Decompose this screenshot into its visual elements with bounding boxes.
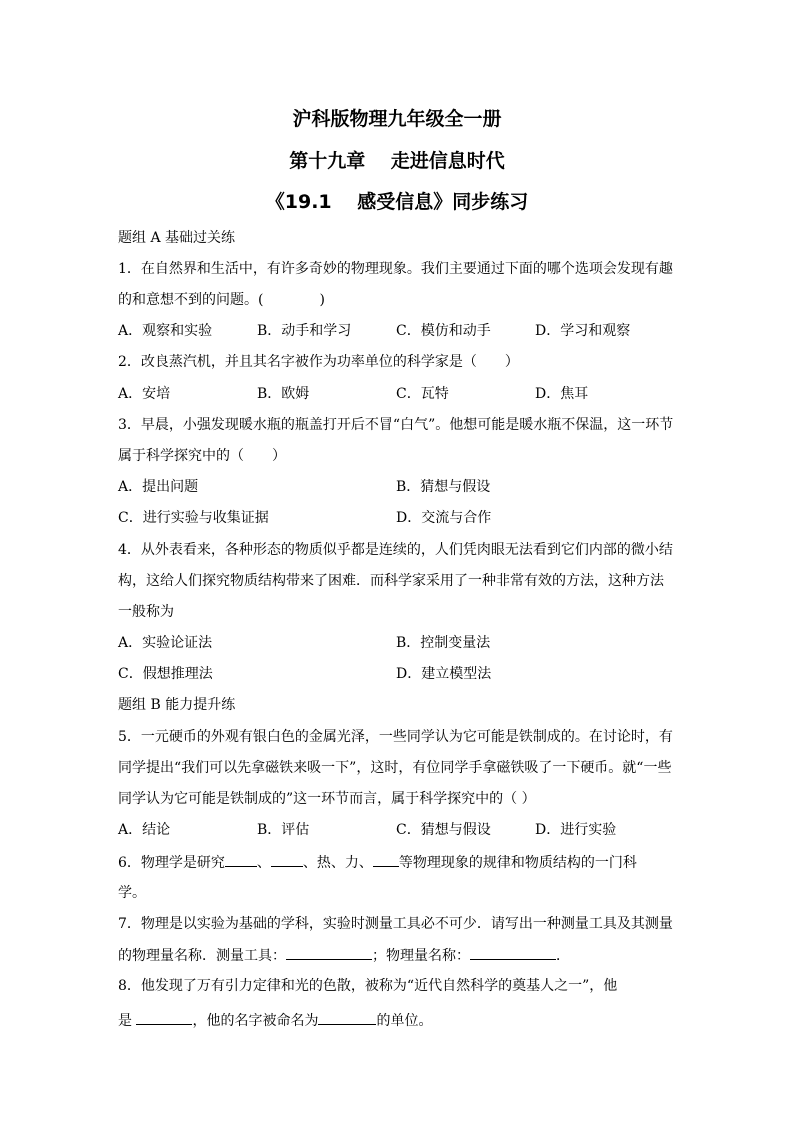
question-3-option-c: C．进行实验与收集证据 — [118, 510, 269, 526]
question-4-option-c: C．假想推理法 — [118, 666, 213, 682]
question-6-line-1 — [118, 852, 678, 873]
question-7-text-2: ；物理量名称： — [372, 948, 470, 964]
question-6-blank-2[interactable] — [271, 852, 303, 867]
question-7-blank-quantity[interactable] — [470, 945, 556, 960]
question-4-option-a: A．实验论证法 — [118, 635, 213, 651]
question-5-option-d: D．进行实验 — [535, 822, 617, 838]
section-title: 《19.1 感受信息》同步练习 — [265, 191, 529, 213]
question-2-line-1: 2．改良蒸汽机，并且其名字被作为功率单位的科学家是（ ） — [118, 354, 519, 370]
question-4-option-d: D．建立模型法 — [396, 666, 492, 682]
question-7-line-1: 7．物理是以实验为基础的学科，实验时测量工具必不可少．请写出一种测量工具及其测量 — [118, 916, 673, 932]
question-5-option-a: A．结论 — [118, 822, 171, 838]
question-3-line-1: 3．早晨，小强发现暖水瓶的瓶盖打开后不冒“白气”。他想可能是暖水瓶不保温，这一环节 — [118, 417, 674, 433]
question-6-text-2: 、 — [256, 855, 271, 871]
group-a-heading: 题组 A 基础过关练 — [118, 230, 236, 246]
question-1-option-c: C．模仿和动手 — [396, 323, 491, 339]
question-2-option-a: A．安培 — [118, 386, 171, 402]
question-8-text-2: ，他的名字被命名为 — [192, 1013, 319, 1029]
question-1-line-2: 的和意想不到的问题。( ) — [118, 292, 325, 308]
question-4-option-b: B．控制变量法 — [396, 635, 491, 651]
question-6-text-3: 、热、力、 — [302, 855, 373, 871]
book-title: 沪科版物理九年级全一册 — [292, 108, 502, 130]
question-1-option-b: B．动手和学习 — [257, 323, 352, 339]
question-8-line-1: 8．他发现了万有引力定律和光的色散，被称为“近代自然科学的奠基人之一”，他 — [118, 978, 618, 994]
question-8-blank-scientist[interactable] — [136, 1010, 192, 1025]
question-4-line-3: 一般称为 — [118, 604, 174, 620]
question-7-blank-tool[interactable] — [286, 945, 372, 960]
question-7-text-3: ． — [556, 948, 570, 964]
question-6-text-1: 6．物理学是研究 — [118, 855, 225, 871]
question-5-option-b: B．评估 — [257, 822, 310, 838]
question-4-line-1: 4．从外表看来，各种形态的物质似乎都是连续的，人们凭肉眼无法看到它们内部的微小结 — [118, 542, 673, 558]
question-7-text-1: 的物理量名称．测量工具： — [118, 948, 286, 964]
question-6-blank-3[interactable] — [373, 852, 399, 867]
question-2-option-b: B．欧姆 — [257, 386, 310, 402]
question-3-option-b: B．猜想与假设 — [396, 479, 491, 495]
chapter-title: 第十九章 走进信息时代 — [289, 150, 505, 172]
question-8-blank-unit[interactable] — [318, 1010, 376, 1025]
question-2-option-c: C．瓦特 — [396, 386, 449, 402]
question-6-line-2: 学。 — [118, 885, 146, 901]
question-5-option-c: C．猜想与假设 — [396, 822, 491, 838]
question-1-option-a: A．观察和实验 — [118, 323, 213, 339]
question-8-text-1: 是 — [118, 1013, 137, 1029]
question-8-line-2 — [118, 1010, 678, 1031]
group-b-heading: 题组 B 能力提升练 — [118, 697, 236, 713]
question-2-option-d: D．焦耳 — [535, 386, 589, 402]
question-8-text-3: 的单位。 — [376, 1013, 433, 1029]
question-3-option-a: A．提出问题 — [118, 479, 199, 495]
question-4-line-2: 构，这给人们探究物质结构带来了困难．而科学家采用了一种非常有效的方法，这种方法 — [118, 573, 664, 589]
question-6-text-4: 等物理现象的规律和物质结构的一门科 — [398, 855, 637, 871]
question-7-line-2 — [118, 945, 678, 966]
question-5-line-3: 同学认为它可能是铁制成的”这一环节而言，属于科学探究中的（ ） — [118, 791, 536, 807]
question-6-blank-1[interactable] — [225, 852, 257, 867]
question-1-line-1: 1．在自然界和生活中，有许多奇妙的物理现象。我们主要通过下面的哪个选项会发现有趣 — [118, 261, 673, 277]
question-5-line-2: 同学提出“我们可以先拿磁铁来吸一下”，这时，有位同学手拿磁铁吸了一下硬币。就“一些 — [118, 760, 672, 776]
question-3-option-d: D．交流与合作 — [396, 510, 492, 526]
question-1-option-d: D．学习和观察 — [535, 323, 631, 339]
question-5-line-1: 5．一元硬币的外观有银白色的金属光泽，一些同学认为它可能是铁制成的。在讨论时，有 — [118, 729, 673, 745]
question-3-line-2: 属于科学探究中的（ ） — [118, 448, 286, 464]
